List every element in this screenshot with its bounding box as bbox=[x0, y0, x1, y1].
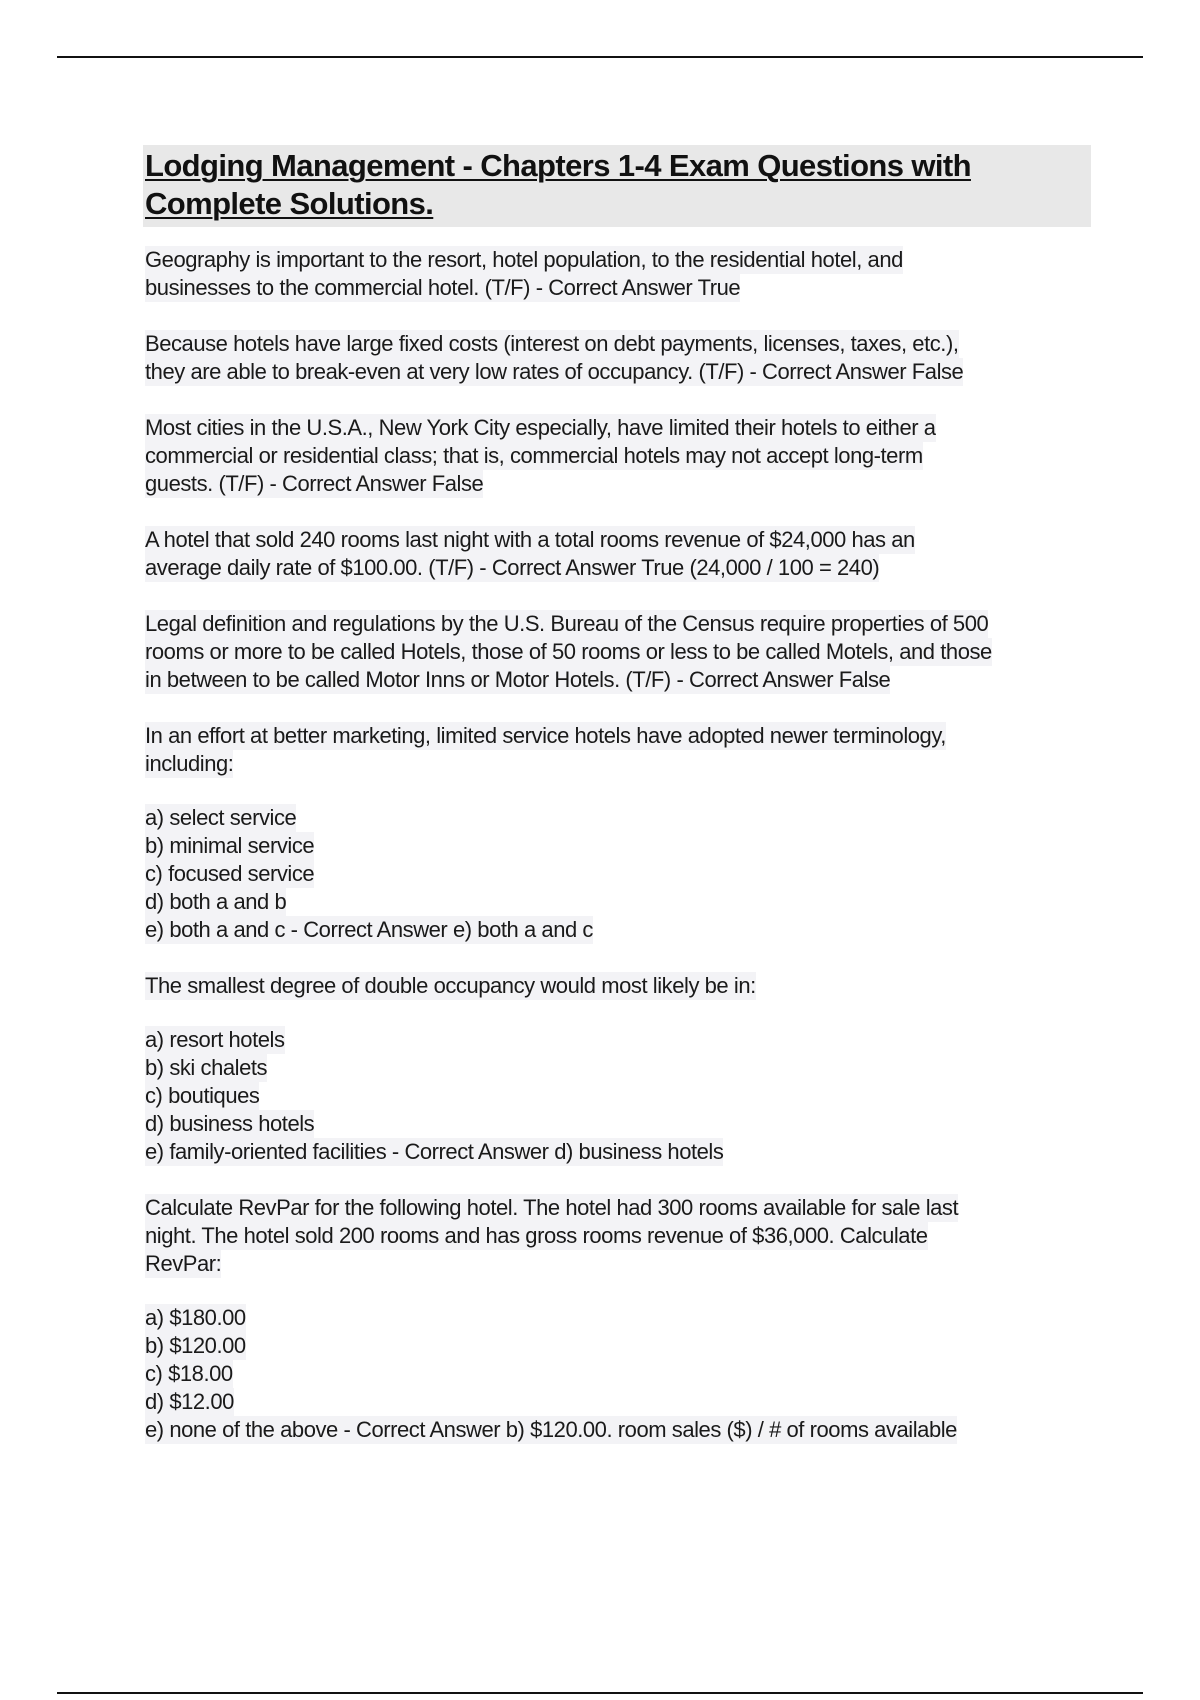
question-text-line: Calculate RevPar for the following hotel. The hotel had 300 rooms available for sale last bbox=[145, 1195, 959, 1220]
question-5 bbox=[145, 610, 1095, 694]
answer-option: e) both a and c - Correct Answer e) both a and c bbox=[145, 917, 593, 942]
document-body bbox=[145, 246, 1095, 1472]
question-text-line: In an effort at better marketing, limited service hotels have adopted newer terminology, bbox=[145, 723, 946, 748]
question-text-line: night. The hotel sold 200 rooms and has gross rooms revenue of $36,000. Calculate bbox=[145, 1223, 928, 1248]
answer-option: d) $12.00 bbox=[145, 1389, 234, 1414]
answer-option: e) none of the above - Correct Answer b) $120.00. room sales ($) / # of rooms available bbox=[145, 1417, 957, 1442]
question-text-line: average daily rate of $100.00. (T/F) - Correct Answer True (24,000 / 100 = 240) bbox=[145, 555, 880, 580]
question-text-line: The smallest degree of double occupancy would most likely be in: bbox=[145, 973, 756, 998]
answer-option: e) family-oriented facilities - Correct Answer d) business hotels bbox=[145, 1139, 724, 1164]
question-text-line: rooms or more to be called Hotels, those of 50 rooms or less to be called Motels, and those bbox=[145, 639, 992, 664]
question-text-line: businesses to the commercial hotel. (T/F) - Correct Answer True bbox=[145, 275, 741, 300]
answer-option: b) ski chalets bbox=[145, 1055, 268, 1080]
question-text-line: Geography is important to the resort, hotel population, to the residential hotel, and bbox=[145, 247, 903, 272]
question-text-line: Legal definition and regulations by the U.S. Bureau of the Census require properties of 500 bbox=[145, 611, 989, 636]
question-3 bbox=[145, 414, 1095, 498]
title-line: Complete Solutions. bbox=[145, 186, 434, 221]
question-text-line: A hotel that sold 240 rooms last night with a total rooms revenue of $24,000 has an bbox=[145, 527, 915, 552]
answer-option: c) focused service bbox=[145, 861, 315, 886]
question-text-line: Most cities in the U.S.A., New York City especially, have limited their hotels to either a bbox=[145, 415, 936, 440]
question-text-line: in between to be called Motor Inns or Motor Hotels. (T/F) - Correct Answer False bbox=[145, 667, 891, 692]
answer-option: c) boutiques bbox=[145, 1083, 260, 1108]
answer-option: b) minimal service bbox=[145, 833, 315, 858]
question-text-line: Because hotels have large fixed costs (interest on debt payments, licenses, taxes, etc.), bbox=[145, 331, 959, 356]
question-text-line: including: bbox=[145, 751, 234, 776]
question-1 bbox=[145, 246, 1095, 302]
question-6 bbox=[145, 722, 1095, 944]
document-title-block bbox=[143, 145, 1091, 227]
question-text-line: commercial or residential class; that is, commercial hotels may not accept long-term bbox=[145, 443, 923, 468]
question-7 bbox=[145, 972, 1095, 1166]
bottom-rule bbox=[57, 1692, 1143, 1694]
document-title bbox=[145, 147, 1085, 223]
title-line: Lodging Management - Chapters 1-4 Exam Questions with bbox=[145, 148, 971, 183]
top-rule bbox=[57, 56, 1143, 58]
question-2 bbox=[145, 330, 1095, 386]
answer-option: d) both a and b bbox=[145, 889, 287, 914]
question-text-line: they are able to break-even at very low rates of occupancy. (T/F) - Correct Answer False bbox=[145, 359, 964, 384]
answer-option: a) resort hotels bbox=[145, 1027, 285, 1052]
answer-option: d) business hotels bbox=[145, 1111, 315, 1136]
question-text-line: guests. (T/F) - Correct Answer False bbox=[145, 471, 484, 496]
answer-option: b) $120.00 bbox=[145, 1333, 246, 1358]
answer-option: c) $18.00 bbox=[145, 1361, 233, 1386]
answer-option: a) $180.00 bbox=[145, 1305, 246, 1330]
question-text-line: RevPar: bbox=[145, 1251, 222, 1276]
question-4 bbox=[145, 526, 1095, 582]
question-8 bbox=[145, 1194, 1095, 1444]
answer-option: a) select service bbox=[145, 805, 297, 830]
